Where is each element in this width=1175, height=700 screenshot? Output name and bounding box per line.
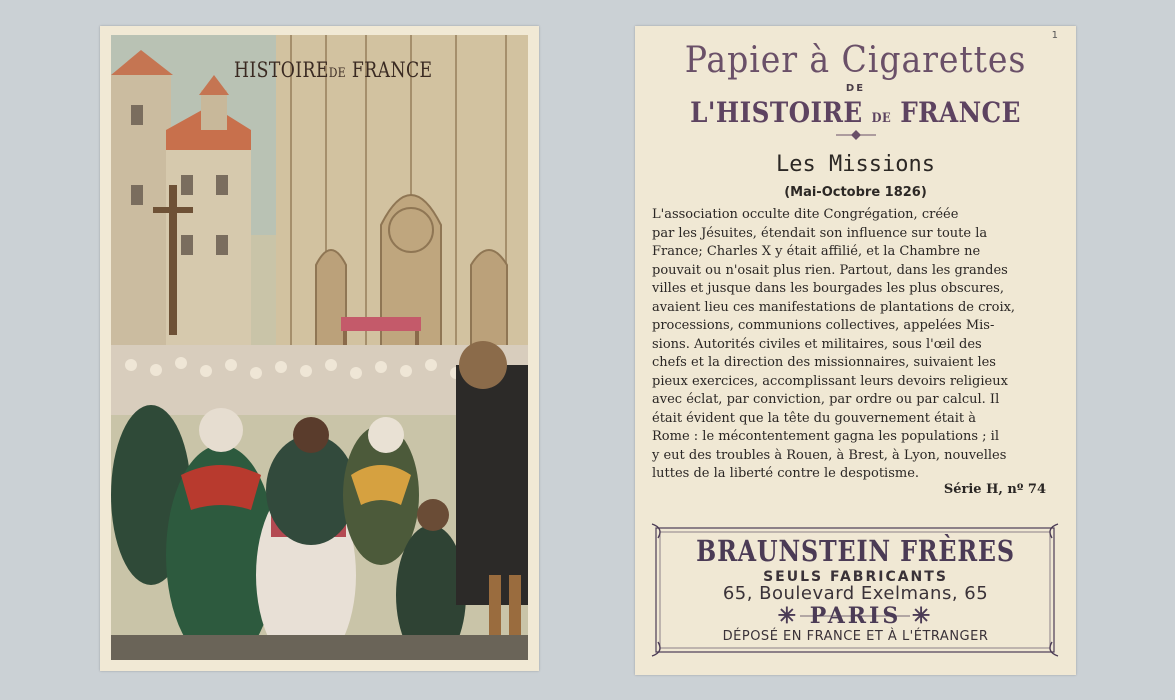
body-line: processions, communions collectives, appelées Mis- xyxy=(652,318,995,333)
body-line: y eut des troubles à Rouen, à Brest, à Lyon, nouvelles xyxy=(652,447,1007,463)
corner-number: 1 xyxy=(1051,30,1058,41)
maker-address: 65, Boulevard Exelmans, 65 xyxy=(722,583,989,604)
body-line: avaient lieu ces manifestations de plantations de croix, xyxy=(652,299,1016,315)
body-line: France; Charles X y était affilié, et la Chambre ne xyxy=(652,244,981,259)
header-france-word: FRANCE xyxy=(900,96,1021,129)
body-line: chefs et la direction des missionnaires, suivaient les xyxy=(652,355,996,370)
body-line: avec éclat, par conviction, par ordre ou par calcul. Il xyxy=(652,392,1000,407)
star-icon: ✳ xyxy=(777,603,810,629)
body-line: pouvait ou n'osait plus rien. Partout, dans les grandes xyxy=(652,262,1008,278)
header-de: DE xyxy=(845,83,866,94)
front-card xyxy=(100,26,539,671)
front-title-de: DE xyxy=(328,66,346,81)
article-body xyxy=(652,206,1047,484)
header-histoire-de-france xyxy=(661,96,1049,129)
body-line: par les Jésuites, étendait son influence sur toute la xyxy=(652,225,988,241)
header-histoire-de: DE xyxy=(871,111,892,126)
body-line: L'association occulte dite Congrégation, créée xyxy=(652,207,959,222)
body-line: sions. Autorités civiles et militaires, sous l'œil des xyxy=(652,336,982,352)
front-card-title xyxy=(234,58,433,82)
star-icon: ✳ xyxy=(901,603,934,629)
maker-city xyxy=(635,603,1076,629)
body-line: Rome : le mécontentement gagna les populations ; il xyxy=(652,429,999,444)
maker-subtitle: SEULS FABRICANTS xyxy=(763,569,948,585)
body-line: villes et jusque dans les bourgades les plus obscures, xyxy=(652,281,1004,296)
body-line: pieux exercices, accomplissant leurs devoirs religieux xyxy=(652,373,1008,389)
front-title-word1: HISTOIRE xyxy=(234,58,329,82)
header-histoire-word: L'HISTOIRE xyxy=(690,96,863,129)
city-name: PARIS xyxy=(809,603,902,629)
serie-number: Série H, nº 74 xyxy=(943,482,1046,497)
depose-notice: DÉPOSÉ EN FRANCE ET À L'ÉTRANGER xyxy=(722,629,989,644)
back-card xyxy=(635,26,1076,675)
cathedral-crowd-illustration xyxy=(111,35,528,660)
front-title-word2: FRANCE xyxy=(351,58,433,82)
article-date: (Mai-Octobre 1826) xyxy=(784,185,927,200)
maker-name: BRAUNSTEIN FRÈRES xyxy=(696,534,1015,568)
body-line: était évident que la tête du gouvernement était à xyxy=(652,410,976,426)
article-title: Les Missions xyxy=(776,152,935,177)
body-line: luttes de la liberté contre le despotisme. xyxy=(652,466,920,481)
ornament-divider-icon xyxy=(834,129,878,141)
header-papier-a-cigarettes: Papier à Cigarettes xyxy=(684,40,1027,81)
